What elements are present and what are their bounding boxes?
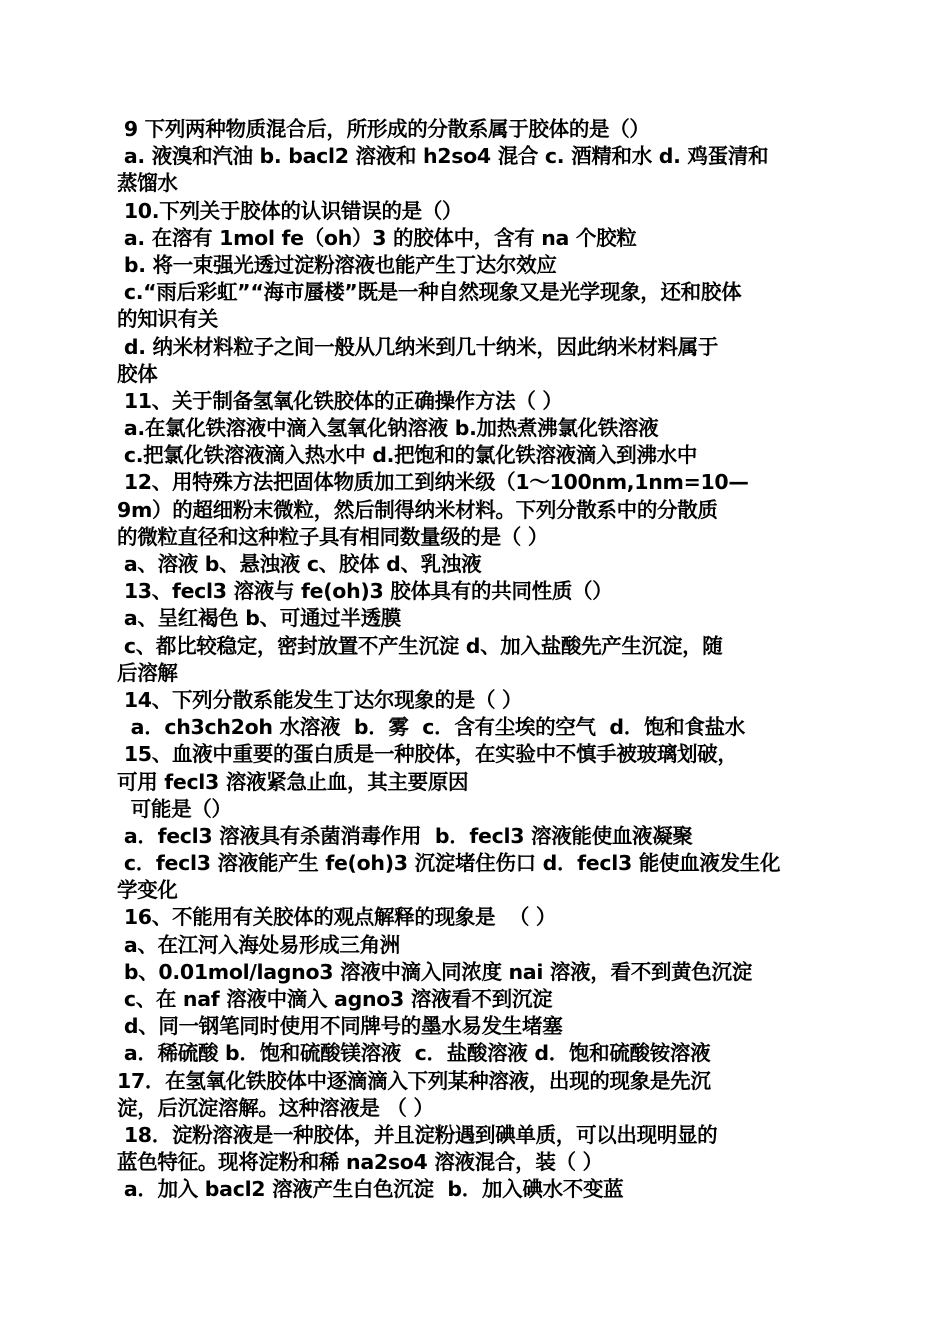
text-line: 的微粒直径和这种粒子具有相同数量级的是（ ） <box>117 524 549 549</box>
text-line: d. 纳米材料粒子之间一般从几纳米到几十纳米，因此纳米材料属于 <box>117 334 719 359</box>
text-line: 10.下列关于胶体的认识错误的是（） <box>117 198 463 223</box>
text-line: 11、关于制备氢氧化铁胶体的正确操作方法（ ） <box>117 388 563 413</box>
text-line: d、同一钢笔同时使用不同牌号的墨水易发生堵塞 <box>117 1014 563 1039</box>
text-line: 9 下列两种物质混合后，所形成的分散系属于胶体的是（） <box>117 117 650 141</box>
text-line: c、都比较稳定，密封放置不产生沉淀 d、加入盐酸先产生沉淀，随 <box>117 633 723 658</box>
text-line: a. 在溶有 1mol fe（oh）3 的胶体中，含有 na 个胶粒 <box>117 225 637 250</box>
text-line: c、在 naf 溶液中滴入 agno3 溶液看不到沉淀 <box>117 987 553 1011</box>
text-line: a.在氯化铁溶液中滴入氢氧化钠溶液 b.加热煮沸氯化铁溶液 <box>117 416 659 441</box>
text-line: a．fecl3 溶液具有杀菌消毒作用 b．fecl3 溶液能使血液凝聚 <box>117 823 693 848</box>
text-line: 15、血液中重要的蛋白质是一种胶体，在实验中不慎手被玻璃划破， <box>117 742 738 767</box>
text-line: 淀，后沉淀溶解。这种溶液是 （ ） <box>117 1095 434 1120</box>
text-line: 9m）的超细粉末微粒，然后制得纳米材料。下列分散系中的分散质 <box>117 497 718 522</box>
text-line: 可用 fecl3 溶液紧急止血，其主要原因 <box>117 769 469 794</box>
text-line: 的知识有关 <box>117 307 218 332</box>
text-line: b. 将一束强光透过淀粉溶液也能产生丁达尔效应 <box>117 252 557 277</box>
text-line: a. 液溴和汽油 b. bacl2 溶液和 h2so4 混合 c. 酒精和水 d. 鸡蛋清和 <box>117 144 769 169</box>
text-line: a、呈红褐色 b、可通过半透膜 <box>117 606 401 631</box>
text-line: 13、fecl3 溶液与 fe(oh)3 胶体具有的共同性质（） <box>117 579 613 604</box>
text-line: 蓝色特征。现将淀粉和稀 na2so4 溶液混合，装（ ） <box>117 1150 603 1175</box>
text-line: 胶体 <box>117 361 158 386</box>
text-line: 14、下列分散系能发生丁达尔现象的是（ ） <box>117 687 523 712</box>
text-line: 学变化 <box>117 878 178 903</box>
text-line: c.“雨后彩虹”“海市蜃楼”既是一种自然现象又是光学现象，还和胶体 <box>117 280 742 305</box>
text-line: 17．在氢氧化铁胶体中逐滴滴入下列某种溶液，出现的现象是先沉 <box>117 1068 711 1093</box>
text-line: a、在江河入海处易形成三角洲 <box>117 932 400 957</box>
text-line: 后溶解 <box>117 660 178 685</box>
text-line: 16、不能用有关胶体的观点解释的现象是 （ ） <box>117 905 557 930</box>
text-line: c.把氯化铁溶液滴入热水中 d.把饱和的氯化铁溶液滴入到沸水中 <box>117 443 698 468</box>
text-line: a．加入 bacl2 溶液产生白色沉淀 b．加入碘水不变蓝 <box>117 1177 624 1202</box>
document-body <box>117 116 837 1204</box>
text-line: a．稀硫酸 b．饱和硫酸镁溶液 c．盐酸溶液 d．饱和硫酸铵溶液 <box>117 1041 711 1066</box>
text-line: 可能是（） <box>117 796 232 821</box>
text-line: b、0.01mol/lagno3 溶液中滴入同浓度 nai 溶液，看不到黄色沉淀 <box>117 959 752 984</box>
text-line: 12、用特殊方法把固体物质加工到纳米级（1～100nm,1nm=10— <box>117 470 749 495</box>
text-line: a、溶液 b、悬浊液 c、胶体 d、乳浊液 <box>117 552 482 576</box>
text-line: 18．淀粉溶液是一种胶体，并且淀粉遇到碘单质，可以出现明显的 <box>117 1122 718 1147</box>
text-line: 蒸馏水 <box>117 171 178 196</box>
text-line: c．fecl3 溶液能产生 fe(oh)3 沉淀堵住伤口 d．fecl3 能使血液发生化 <box>117 851 781 876</box>
text-line: a．ch3ch2oh 水溶液 b．雾 c．含有尘埃的空气 d．饱和食盐水 <box>117 715 745 740</box>
